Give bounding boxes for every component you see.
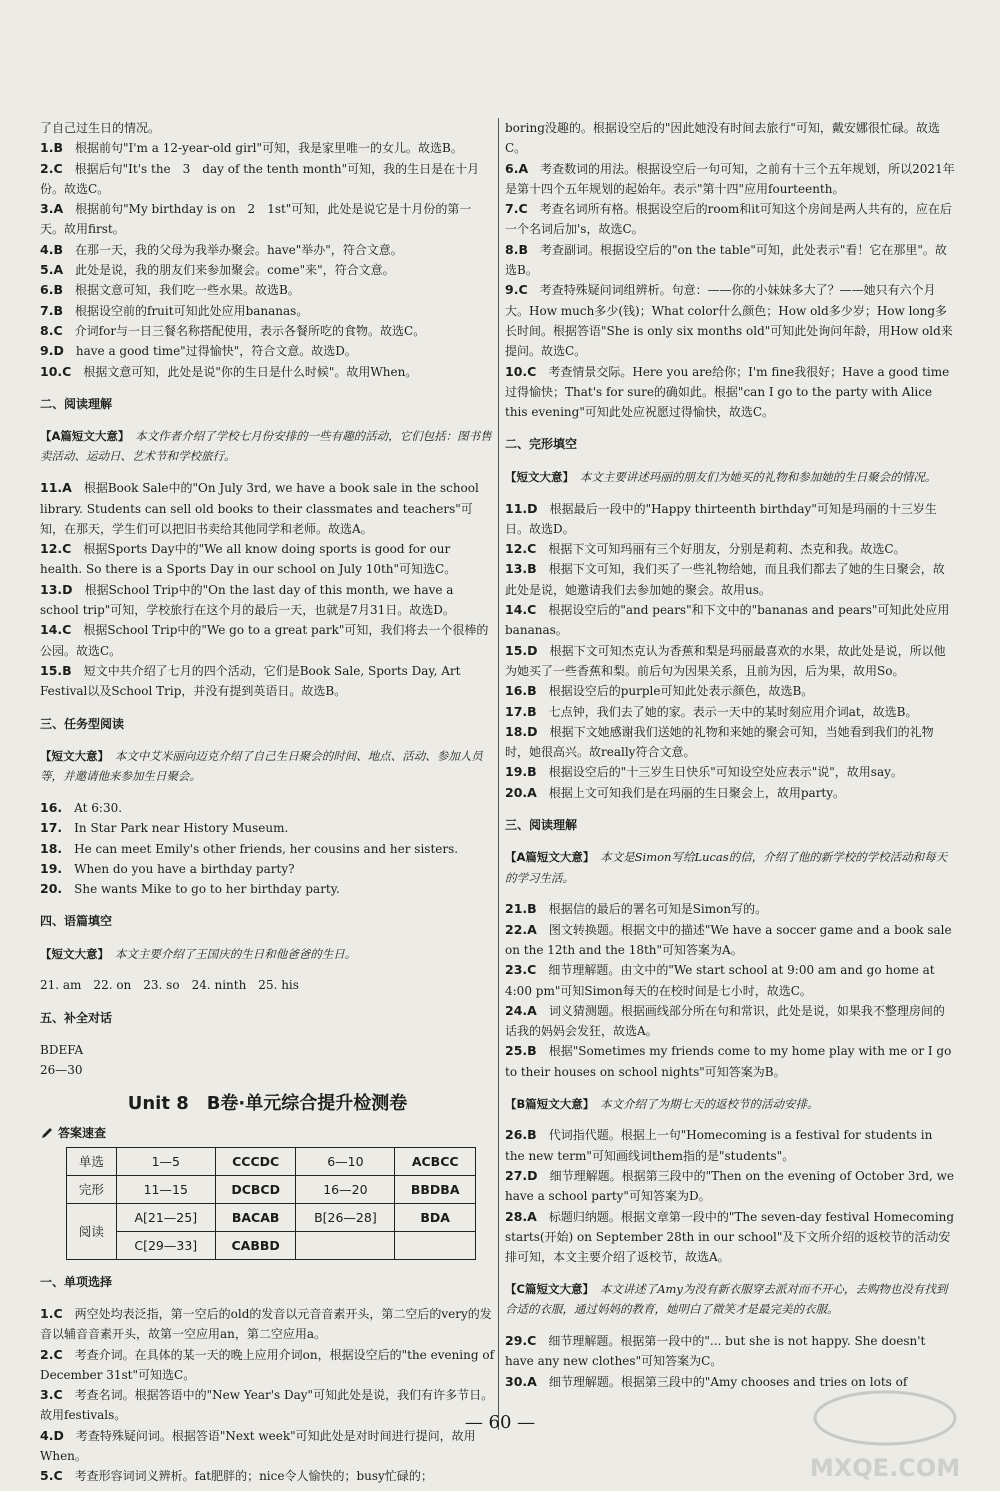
item-answer: B [527,683,537,699]
item-explanation: 根据设空后的"and pears"和下文中的"bananas and pears"可知此处应用bananas。 [505,603,950,638]
item-answer: A [527,1002,537,1018]
item-answer: B [527,1043,537,1059]
item-explanation: 两空处均表泛指，第一空后的old的发音以元音音素开头，第二空后的very的发音以辅音音素开头，故第一空应用an，第二空应用a。 [40,1306,492,1342]
item-number: 19. [505,764,528,780]
item-answer: A [527,1373,537,1389]
item-answer: B [518,241,528,257]
item-number: 5. [40,262,54,278]
item-explanation: 根据下文她感谢我们送她的礼物和来她的聚会可知，当她看到我们的礼物时，她很高兴。故really符合文意。 [505,724,934,760]
answer-item [505,681,955,701]
item-answer: A [53,201,64,217]
item-explanation: 根据Book Sale中的"On July 3rd, we have a book sale in the school library. Students can sell old books to their classmates and teachers"可知，在那天，学生们可以把旧书卖给其他同学和老师。故选A。 [40,481,479,536]
summary-tag: 【短文大意】 [40,946,104,961]
page-number: — 60 — [464,1412,536,1433]
item-number: 17. [40,820,63,836]
answer-item [40,620,495,661]
answer-table-cell: 6—10 [296,1147,395,1175]
item-explanation: 细节理解题。由文中的"We start school at 9:00 am and go home at 4:00 pm"可知Simon每天的在校时间是七小时，故选C。 [505,963,935,998]
item-explanation: 考查介词。在具体的某一天的晚上应用介词on，根据设空后的"the evening of December 31st"可知选C。 [40,1347,495,1382]
item-number: 15. [40,662,63,678]
summary-tag: 【B篇短文大意】 [505,1096,589,1111]
item-explanation: 细节理解题。根据第三段中的"Amy chooses and tries on lots of [548,1374,908,1389]
summary-text: 本文主要介绍了王国庆的生日和他爸爸的生日。 [114,946,357,961]
item-explanation: In Star Park near History Museum. [74,821,289,836]
answer-item [40,301,495,321]
summary-tag: 【短文大意】 [40,748,104,763]
answer-text: 了自己过生日的情况。 [40,121,161,135]
item-answer: A [527,784,537,800]
answer-item [40,159,495,200]
item-number: 7. [40,302,54,318]
item-answer: B [527,561,537,577]
answer-item [505,702,955,722]
section-heading: 五、补全对话 [40,1010,113,1025]
item-number: 4. [40,241,54,257]
item-answer: C [62,622,72,638]
item-explanation: 考查形容词词义辨析。fat肥胖的；nice令人愉快的；busy忙碌的； [74,1469,433,1484]
answer-item [505,240,955,281]
item-number: 25. [505,1043,528,1059]
pencil-icon [40,1126,54,1140]
answer-item [505,1207,955,1268]
item-answer: C [527,363,537,379]
answer-item [505,1041,955,1082]
item-explanation: 考查特殊疑问词。根据答语"Next week"可知此处是对时间进行提问，故用When。 [40,1428,476,1464]
item-number: 16. [505,683,528,699]
item-answer: B [53,241,63,257]
answer-item [40,798,495,818]
answer-table-cell: 完形 [67,1175,117,1203]
right-column [505,118,955,1392]
item-answer: C [53,160,63,176]
item-explanation: 图文转换题。根据文中的描述"We have a soccer game and a book sale on the 12th and the 18th"可知答案为A。 [505,922,952,957]
passage-summary [40,944,495,964]
item-answer: A [527,921,537,937]
answer-item [40,138,495,158]
answer-item [505,1001,955,1042]
item-number: 26. [505,1127,528,1143]
item-number: 17. [505,703,528,719]
item-explanation: 细节理解题。根据第三段中的"Then on the evening of October 3rd, we have a school party"可知答案为D。 [505,1168,954,1204]
answer-item [505,600,955,641]
item-explanation: 根据文意可知，此处是说"你的生日是什么时候"。故用When。 [83,364,418,379]
item-explanation: 此处是说，我的朋友们来参加聚会。come"来"，符合文意。 [75,263,395,278]
answer-item [505,280,955,361]
item-number: 15. [505,642,528,658]
answer-table-row [67,1147,476,1175]
item-explanation: 代词指代题。根据上一句"Homecoming is a festival for students in the new term"可知画线词them指的是"students"。 [505,1128,933,1163]
item-number: 27. [505,1167,528,1183]
item-explanation: 根据设空后的"十三岁生日快乐"可知设空处应表示"说"，故用say。 [548,765,903,780]
item-number: 9. [505,282,519,298]
item-number: 2. [40,160,54,176]
passage-summary [505,1279,955,1320]
item-answer: C [53,1305,63,1321]
item-answer: C [53,1346,63,1362]
passage-summary [40,746,495,787]
answer-table-cell [296,1231,395,1259]
answer-item [40,839,495,859]
answer-item [40,199,495,240]
answer-item [505,899,955,919]
item-number: 20. [40,881,63,897]
item-number: 11. [40,480,63,496]
item-number: 10. [40,363,63,379]
passage-summary [40,426,495,467]
answer-table-cell: BDA [395,1203,476,1231]
item-answer: C [53,322,63,338]
answer-item [40,580,495,621]
item-number: 6. [40,282,54,298]
item-number: 8. [40,322,54,338]
item-answer: C [62,363,72,379]
summary-tag: 【C篇短文大意】 [505,1281,589,1296]
item-answer: B [53,302,63,318]
item-number: 1. [40,140,54,156]
item-explanation: 根据后句"It's the 3 day of the tenth month"可知，我的生日是在十月份。故选C。 [40,161,480,196]
answer-item [40,341,495,361]
item-answer: C [518,201,528,217]
answer-item [505,1166,955,1207]
item-number: 11. [505,500,528,516]
item-answer: B [53,282,63,298]
item-number: 29. [505,1333,528,1349]
item-number: 12. [505,541,528,557]
item-explanation: 考查名词。根据答语中的"New Year's Day"可知此处是说，我们有许多节日。故用festivals。 [40,1388,494,1423]
item-number: 14. [505,602,528,618]
item-answer: C [518,282,528,298]
item-explanation: 考查副词。根据设空后的"on the table"可知，此处表示"看！它在那里"。故选B。 [505,242,947,278]
answer-item [40,478,495,539]
item-answer: D [527,1167,538,1183]
item-explanation: 根据前句"I'm a 12-year-old girl"可知，我是家里唯一的女儿。故选B。 [75,141,463,156]
item-number: 23. [505,962,528,978]
item-explanation: 标题归纳题。根据文章第一段中的"The seven-day festival Homecoming starts(开始) on September 28th in our school"及下文所介绍的返校节的活动安排可知，本文主要介绍了返校节，故选A。 [505,1209,955,1265]
left-column [40,118,495,1487]
unit-title: Unit 8 B卷·单元综合提升检测卷 [127,1092,408,1114]
item-answer: D [53,1427,64,1443]
item-answer: B [62,662,72,678]
section-heading: 三、阅读理解 [505,818,578,832]
item-number: 14. [40,622,63,638]
item-explanation: 根据文意可知，我们吃一些水果。故选B。 [75,283,300,298]
summary-tag: 【短文大意】 [505,469,569,484]
item-explanation: 在那一天，我的父母为我举办聚会。have"举办"，符合文意。 [75,242,403,257]
item-number: 2. [40,1346,54,1362]
answer-table-cell: BACAB [215,1203,296,1231]
answer-item [505,783,955,803]
section-heading: 一、单项选择 [40,1274,113,1289]
section-heading: 二、阅读理解 [40,396,113,411]
item-explanation: 根据"Sometimes my friends come to my home play with me or I go to their houses on school nights"可知答案为B。 [505,1044,952,1079]
item-answer: D [527,642,538,658]
item-answer: C [62,541,72,557]
item-explanation: 词义猜测题。根据画线部分所在句和常识，此处是说，如果我不整理房间的话我的妈妈会发狂，故选A。 [505,1003,945,1039]
answer-item [40,240,495,260]
item-number: 20. [505,784,528,800]
item-answer: C [527,962,537,978]
answer-item [40,1304,495,1345]
summary-tag: 【A篇短文大意】 [505,850,589,865]
item-number: 9. [40,343,54,359]
item-answer: A [518,160,529,176]
item-number: 3. [40,1387,54,1403]
item-answer: B [527,901,537,917]
answer-item [505,920,955,961]
answer-item [40,859,495,879]
answer-item [505,362,955,423]
item-number: 12. [40,541,63,557]
section-heading: 二、完形填空 [505,437,578,452]
item-answer: B [53,140,63,156]
answer-table-row [67,1231,476,1259]
item-answer: C [527,602,537,618]
answer-table-cell: DCBCD [215,1175,296,1203]
item-answer: B [527,1127,537,1143]
item-number: 19. [40,860,63,876]
answer-item [40,818,495,838]
item-explanation: 根据最后一段中的"Happy thirteenth birthday"可知是玛丽的十三岁生日。故选D。 [505,501,937,536]
summary-tag: 【A篇短文大意】 [40,429,124,444]
item-explanation: 考查数词的用法。根据设空后一句可知，之前有十三个五年规划，所以2021年是第十四个五年规划的起始年。表示"第十四"应用fourteenth。 [505,161,955,196]
item-answer: B [527,703,537,719]
summary-text: 本文作者介绍了学校七月份安排的一些有趣的活动，它们包括：图书售卖活动、运动日、艺术节和学校旅行。 [40,429,492,464]
item-number: 13. [505,561,528,577]
item-number: 7. [505,201,519,217]
item-answer: C [527,1333,537,1349]
answer-item [40,280,495,300]
item-explanation: 根据下文可知，我们买了一些礼物给她，而且我们都去了她的生日聚会，故此处是说，她邀请我们去参加她的聚会。故用us。 [505,562,945,597]
answer-table [66,1147,476,1260]
quick-check-heading [40,1123,495,1143]
item-explanation: 考查情景交际。Here you are给你；I'm fine我很好；Have a good time过得愉快；That's for sure的确如此。根据"can I go to the party with Alice this evening"可知此处应祝愿过得愉快，故选C。 [505,364,950,420]
item-explanation: 七点钟，我们去了她的家。表示一天中的某时刻应用介词at，故选B。 [548,704,918,719]
item-explanation: 考查名词所有格。根据设空后的room和it可知这个房间是两人共有的，应在后一个名词后加's，故选C。 [505,202,952,237]
answer-text: boring没趣的。根据设空后的"因此她没有时间去旅行"可知，戴安娜很忙碌。故选C。 [505,121,940,156]
answer-item [505,499,955,540]
item-explanation: have a good time"过得愉快"，符合文意。故选D。 [75,344,357,359]
passage-summary [505,467,955,487]
answer-item [505,722,955,763]
item-number: 21. [505,901,528,917]
quick-check-label: 答案速查 [58,1125,107,1140]
answer-table-cell: 阅读 [67,1203,117,1259]
answer-item [40,321,495,341]
item-answer: C [527,541,537,557]
item-number: 30. [505,1373,528,1389]
column-divider [498,118,499,1430]
item-number: 28. [505,1208,528,1224]
summary-text: 本文讲述了Amy为没有新衣服穿去派对而不开心，去购物也没有找到合适的衣服，通过妈妈的教育，她明白了微笑才是最完美的衣服。 [505,1281,948,1317]
item-number: 18. [505,723,528,739]
item-explanation: 根据设空后的purple可知此处表示颜色，故选B。 [548,684,814,699]
item-number: 10. [505,363,528,379]
answer-text: BDEFA [40,1043,84,1058]
answer-table-cell: BBDBA [395,1175,476,1203]
item-explanation: When do you have a birthday party? [74,861,295,876]
item-explanation: 根据School Trip中的"We go to a great park"可知，我们将去一个很棒的公园。故选C。 [40,623,489,658]
item-answer: A [53,262,64,278]
answer-item [505,559,955,600]
item-answer: C [53,1468,63,1484]
item-explanation: 介词for与一日三餐名称搭配使用，表示各餐所吃的食物。故选C。 [74,323,426,338]
item-answer: B [527,764,537,780]
answer-item [505,1331,955,1372]
answer-table-cell: B[26—28] [296,1203,395,1231]
item-number: 8. [505,241,519,257]
answer-item [505,539,955,559]
answer-item [505,960,955,1001]
item-number: 1. [40,1305,54,1321]
answer-table-row [67,1175,476,1203]
item-answer: D [53,343,64,359]
item-explanation: 根据设空前的fruit可知此处应用bananas。 [75,303,309,318]
answer-text: 26—30 [40,1063,83,1078]
answer-table-cell: ACBCC [395,1147,476,1175]
item-number: 6. [505,160,519,176]
answer-table-cell: 16—20 [296,1175,395,1203]
summary-text: 本文介绍了为期七天的返校节的活动安排。 [600,1096,819,1111]
item-answer: D [527,500,538,516]
answer-item [505,1125,955,1166]
answer-table-cell: C[29—33] [116,1231,215,1259]
answer-item [40,260,495,280]
item-explanation: 考查特殊疑问词组辨析。句意：——你的小妹妹多大了？——她只有六个月大。How much多少(钱)；What color什么颜色；How old多少岁；How long多长时间。根据答语"She is only six months old"可知此处询问年龄，用How old来提问。故选C。 [505,283,953,359]
answer-table-cell: CABBD [215,1231,296,1259]
summary-text: 本文是Simon写给Lucas的信，介绍了他的新学校的学校活动和每天的学习生活。 [505,850,948,885]
answer-item [505,159,955,200]
item-answer: A [527,1208,537,1224]
summary-text: 本文主要讲述玛丽的朋友们为她买的礼物和参加她的生日聚会的情况。 [579,469,937,484]
section-heading: 三、任务型阅读 [40,716,125,731]
item-explanation: 根据School Trip中的"On the last day of this month, we have a school trip"可知，学校旅行在这个月的最后一天，也就是7月31日。故选D。 [40,582,455,618]
answer-table-row [67,1203,476,1231]
item-explanation: He can meet Emily's other friends, her cousins and her sisters. [74,841,459,856]
item-explanation: 根据上文可知我们是在玛丽的生日聚会上，故用party。 [548,785,846,800]
passage-summary [505,847,955,888]
item-number: 16. [40,799,63,815]
answer-table-cell: A[21—25] [116,1203,215,1231]
item-explanation: She wants Mike to go to her birthday party. [74,882,340,897]
answer-table-cell: 11—15 [116,1175,215,1203]
item-explanation: 根据下文可知玛丽有三个好朋友，分别是莉莉、杰克和我。故选C。 [548,542,906,557]
item-number: 3. [40,201,54,217]
item-answer: C [53,1387,63,1403]
answer-item [505,762,955,782]
answer-item [40,1466,495,1486]
answer-table-cell: CCCDC [215,1147,296,1175]
item-number: 13. [40,581,63,597]
item-explanation: 根据下文可知杰克认为香蕉和梨是玛丽最喜欢的水果，故此处是说，所以他为她买了一些香蕉和梨。前后句为因果关系，且前为因，后为果，故用So。 [505,643,946,678]
item-number: 18. [40,840,63,856]
item-explanation: 根据前句"My birthday is on 2 1st"可知，此处是说它是十月份的第一天。故用first。 [40,202,472,237]
answer-item [40,879,495,899]
item-answer: D [527,723,538,739]
item-explanation: 短文中共介绍了七月的四个活动，它们是Book Sale, Sports Day, Art Festival以及School Trip，并没有提到英语日。故选B。 [40,663,461,699]
answer-item [505,199,955,240]
watermark-logo [785,1378,985,1488]
section-heading: 四、语篇填空 [40,914,113,929]
answer-item [40,539,495,580]
item-number: 24. [505,1002,528,1018]
summary-text: 本文中艾米丽向迈克介绍了自己生日聚会的时间、地点、活动、参加人员等，并邀请他来参加生日聚会。 [40,748,483,784]
answer-table-cell: 单选 [67,1147,117,1175]
svg-text:MXQE.COM: MXQE.COM [809,1454,961,1482]
answer-item [505,641,955,682]
answer-item [40,362,495,382]
answer-item [40,1345,495,1386]
item-number: 5. [40,1468,54,1484]
item-explanation: 根据Sports Day中的"We all know doing sports is good for our health. So there is a Sports Day in our school on July 10th"可知选C。 [40,542,457,577]
item-explanation: 细节理解题。根据第一段中的"... but she is not happy. She doesn't have any new clothes"可知答案为C。 [505,1334,926,1369]
item-explanation: At 6:30. [74,800,123,815]
answer-table-cell [395,1231,476,1259]
item-explanation: 根据信的最后的署名可知是Simon写的。 [548,902,768,917]
passage-summary [505,1094,955,1114]
item-number: 22. [505,921,528,937]
answer-text: 21. am 22. on 23. so 24. ninth 25. his [40,978,299,993]
answer-table-cell: 1—5 [116,1147,215,1175]
answer-item [40,661,495,702]
item-answer: D [62,581,73,597]
item-answer: A [62,480,72,496]
item-number: 4. [40,1427,54,1443]
